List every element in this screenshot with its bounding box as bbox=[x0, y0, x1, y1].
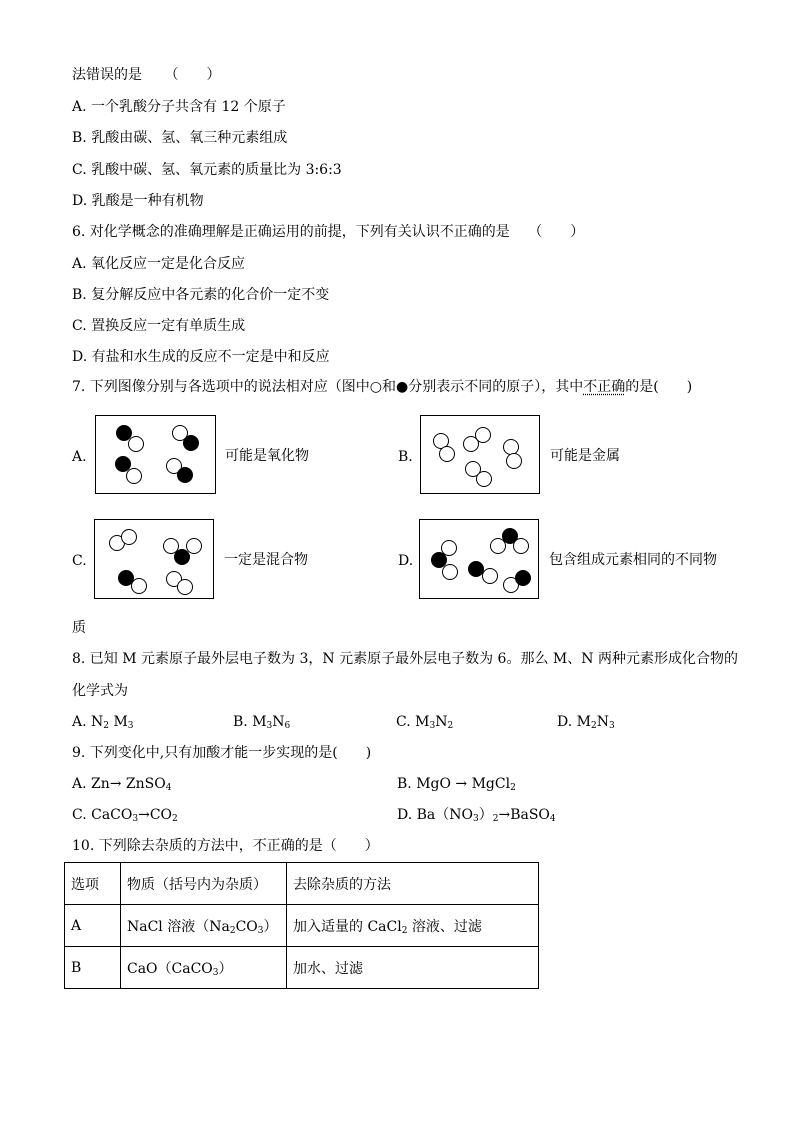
table-header-row bbox=[65, 863, 539, 905]
table-cell-substance: CaO（CaCO$_3$） bbox=[121, 947, 287, 989]
q7-caption-c: 一定是混合物 bbox=[224, 552, 308, 568]
table-cell-substance: NaCl 溶液$(Na_2CO_3)$ bbox=[121, 905, 287, 947]
q5-option-b[interactable]: B. 乳酸由碳、氢、氧三种元素组成 bbox=[72, 130, 288, 146]
q7-stem: 7. 下列图像分别与各选项中的说法相对应（图中○和●分别表示不同的原子），其中不正确的是( ) bbox=[72, 379, 693, 395]
q9-option-b[interactable]: B. MgO → MgCl$_2$ bbox=[397, 776, 516, 793]
q8-stem-line1: 8. 已知 M 元素原子最外层电子数为 3，N 元素原子最外层电子数为 6。那么 M、N 两种元素形成化合物的 bbox=[72, 651, 738, 667]
q5-option-c[interactable]: C. 乳酸中碳、氢、氧元素的质量比为 3:6:3 bbox=[72, 162, 342, 178]
q8-option-c[interactable]: C. $M_3N_2$ bbox=[396, 714, 454, 731]
q6-stem: 6. 对化学概念的准确理解是正确运用的前提，下列有关认识不正确的是 （ ） bbox=[72, 224, 585, 240]
table-row bbox=[65, 905, 539, 947]
q6-option-a[interactable]: A. 氧化反应一定是化合反应 bbox=[72, 256, 246, 272]
q5-stem: 法错误的是 （ ） bbox=[72, 67, 221, 83]
q8-stem-line2: 化学式为 bbox=[72, 683, 128, 699]
q7-diagram-c-atoms bbox=[95, 520, 215, 600]
q7-caption-d-wrap: 质 bbox=[72, 620, 86, 636]
q8-option-d[interactable]: D. $M_2N_3$ bbox=[557, 714, 615, 731]
q7-diagram-c bbox=[94, 519, 214, 599]
q7-option-b-label[interactable]: B. bbox=[398, 449, 413, 465]
q10-stem: 10. 下列除去杂质的方法中，不正确的是（ ） bbox=[72, 838, 379, 854]
q7-diagram-d-atoms bbox=[420, 520, 540, 600]
table-header-option: 选项 bbox=[65, 863, 121, 905]
table-cell-option: B bbox=[65, 947, 121, 989]
q7-diagram-a-atoms bbox=[96, 416, 217, 495]
table-cell-option: A bbox=[65, 905, 121, 947]
table-row bbox=[65, 947, 539, 989]
q7-caption-d: 包含组成元素相同的不同物 bbox=[549, 552, 717, 568]
q7-diagram-d bbox=[419, 519, 539, 599]
q7-diagram-b-atoms bbox=[421, 416, 541, 495]
q7-caption-a: 可能是氧化物 bbox=[225, 448, 309, 464]
q7-diagram-a bbox=[95, 415, 216, 494]
q9-stem: 9. 下列变化中,只有加酸才能一步实现的是( ) bbox=[72, 745, 372, 761]
table-cell-method: 加水、过滤 bbox=[287, 947, 539, 989]
table-cell-method: 加入适量的 CaCl$_2$ 溶液、过滤 bbox=[287, 905, 539, 947]
q9-option-d[interactable]: D. $Ba(NO_3)_2\to BaSO_4$ bbox=[397, 807, 556, 824]
q7-emphasis: 不正确 bbox=[583, 379, 626, 395]
table-header-method: 去除杂质的方法 bbox=[287, 863, 539, 905]
q6-option-b[interactable]: B. 复分解反应中各元素的化合价一定不变 bbox=[72, 287, 330, 303]
q8-option-a[interactable]: A. $N_2$ $M_3$ bbox=[72, 714, 134, 731]
q9-option-c[interactable]: C. $CaCO_3\to CO_2$ bbox=[72, 807, 178, 824]
q9-option-a[interactable]: A. Zn→ ZnSO$_4$ bbox=[72, 776, 172, 793]
table-header-substance: 物质（括号内为杂质） bbox=[121, 863, 287, 905]
q7-option-a-label[interactable]: A. bbox=[72, 449, 87, 465]
q7-diagram-b bbox=[420, 415, 540, 494]
q5-option-a[interactable]: A. 一个乳酸分子共含有 12 个原子 bbox=[72, 99, 286, 115]
q7-caption-b: 可能是金属 bbox=[550, 448, 620, 464]
q10-table bbox=[64, 862, 539, 989]
q5-option-d[interactable]: D. 乳酸是一种有机物 bbox=[72, 193, 204, 209]
q7-option-d-label[interactable]: D. bbox=[398, 553, 414, 569]
q6-option-d[interactable]: D. 有盐和水生成的反应不一定是中和反应 bbox=[72, 349, 330, 365]
q7-option-c-label[interactable]: C. bbox=[72, 553, 87, 569]
q6-option-c[interactable]: C. 置换反应一定有单质生成 bbox=[72, 318, 246, 334]
q8-option-b[interactable]: B. $M_3N_6$ bbox=[233, 714, 291, 731]
